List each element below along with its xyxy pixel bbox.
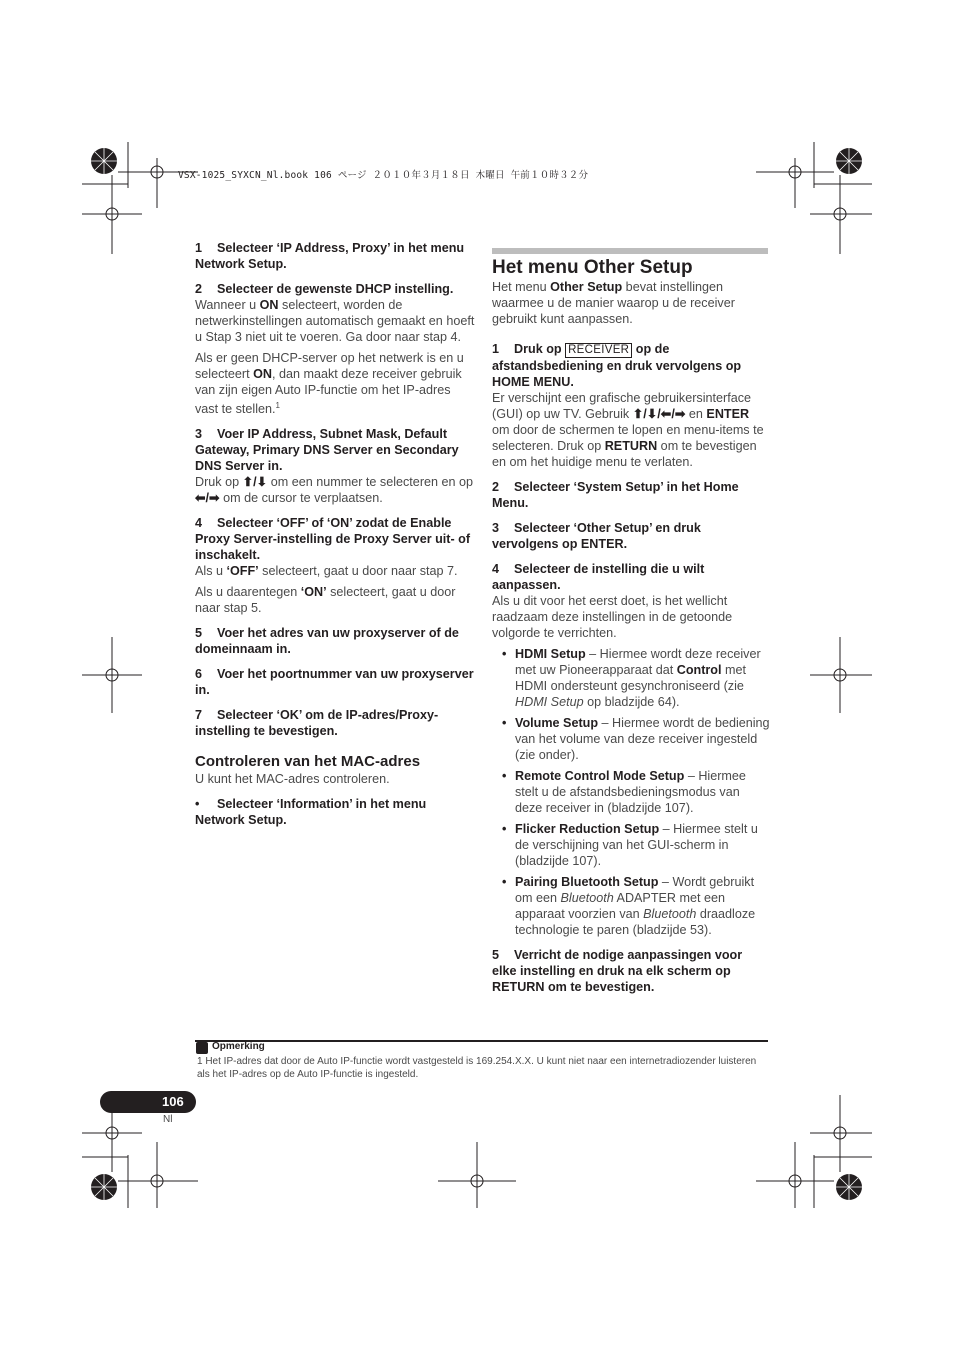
step-3: 3 Voer IP Address, Subnet Mask, Default Gateway, Primary DNS Server en Secondary DNS Server in. <box>195 427 459 474</box>
left-column <box>195 240 475 828</box>
mac-body: U kunt het MAC-adres controleren. <box>195 772 390 787</box>
r-step-5: 5 Verricht de nodige aanpassingen voor elke instelling en druk na elk scherm op RETURN om te bevestigen. <box>492 948 743 994</box>
step-4: 4 Selecteer ‘OFF’ of ‘ON’ zodat de Enable Proxy Server-instelling de Proxy Server uit- of inschakelt. <box>195 516 471 563</box>
r-step-1: 1 Druk op RECEIVER op de afstandsbediening en druk vervolgens op HOME MENU. <box>492 342 742 389</box>
step-7: 7 Selecteer ‘OK’ om de IP-adres/Proxy-instelling te bevestigen. <box>195 708 439 739</box>
r-step-1-body: Er verschijnt een grafische gebruikersinterface (GUI) op uw TV. Gebruik ⬆/⬇/⬅/➡ en ENTER om door de schermen te lopen en menu-items te selecteren. Druk op RETURN om te bevestigen en om het huidige menu te verlaten. <box>492 391 764 469</box>
intro-text: Het menu Other Setup bevat instellingen waarmee u de manier waarop u de receiver gebruikt kunt aanpassen. <box>492 280 735 326</box>
bullet-hdmi-setup: • HDMI Setup – Hiermee wordt deze receiver met uw Pioneerapparaat dat Control met HDMI ondersteunt gesynchroniseerd (zie HDMI Setup op bladzijde 64). <box>492 646 770 710</box>
language-code: Nl <box>163 1114 173 1125</box>
mac-step: • Selecteer ‘Information’ in het menu Network Setup. <box>195 797 427 828</box>
step-5: 5 Voer het adres van uw proxyserver of de domeinnaam in. <box>195 626 459 657</box>
footnote-ref: 1 <box>275 401 280 410</box>
step-6: 6 Voer het poortnummer van uw proxyserver in. <box>195 667 474 698</box>
note-rule <box>195 1040 768 1042</box>
section-title: Het menu Other Setup <box>492 257 693 278</box>
note-label: Opmerking <box>212 1041 265 1052</box>
r-step-2: 2 Selecteer ‘System Setup’ in het Home Menu. <box>492 480 739 510</box>
right-column <box>492 257 770 995</box>
bullet-volume-setup: • Volume Setup – Hiermee wordt de bediening van het volume van deze receiver ingesteld (zie onder). <box>492 715 770 763</box>
step-2: 2 Selecteer de gewenste DHCP instelling. <box>195 282 454 296</box>
note-text: 1 Het IP-adres dat door de Auto IP-functie wordt vastgesteld is 169.254.X.X. U kunt niet naar een internetradiozender luisteren als het IP-adres op de Auto IP-functie is ingesteld. <box>197 1056 757 1080</box>
bullet-pairing-bluetooth-setup: • Pairing Bluetooth Setup – Wordt gebruikt om een Bluetooth ADAPTER met een apparaat voorzien van Bluetooth draadloze technologie te paren (bladzijde 53). <box>492 874 770 938</box>
note-icon <box>196 1042 208 1054</box>
step-4-body-1: Als u ‘OFF’ selecteert, gaat u door naar stap 7. <box>195 564 458 579</box>
step-2-body-1: Wanneer u ON selecteert, worden de netwerkinstellingen automatisch gemaakt en hoeft u Stap 3 niet uit te voeren. Ga door naar stap 4. <box>195 298 475 344</box>
step-4-body-2: Als u daarentegen ‘ON’ selecteert, gaat u door naar stap 5. <box>195 585 456 616</box>
r-step-3: 3 Selecteer ‘Other Setup’ en druk vervolgens op ENTER. <box>492 521 701 551</box>
left-right-arrows-icon: ⬅/➡ <box>195 491 220 506</box>
step-3-body: Druk op ⬆/⬇ om een nummer te selecteren en op ⬅/➡ om de cursor te verplaatsen. <box>195 475 474 506</box>
page-number: 106 <box>162 1094 184 1109</box>
bullet-flicker-reduction-setup: • Flicker Reduction Setup – Hiermee stelt u de verschijning van het GUI-scherm in (bladzijde 107). <box>492 821 770 869</box>
mac-heading: Controleren van het MAC-adres <box>195 753 421 771</box>
receiver-key: RECEIVER <box>565 343 632 358</box>
up-down-arrows-icon: ⬆/⬇ <box>242 475 268 490</box>
step-2-body-2: Als er geen DHCP-server op het netwerk is en u selecteert ON, dan maakt deze receiver gebruik van zijn eigen Auto IP-functie om het IP-adres vast te stellen.$^1$ <box>195 351 464 417</box>
r-step-4-body: Als u dit voor het eerst doet, is het wellicht raadzaam deze instellingen in de getoonde volgorde te verrichten. <box>492 594 733 640</box>
section-rule <box>492 248 768 254</box>
r-step-4: 4 Selecteer de instelling die u wilt aanpassen. <box>492 562 705 592</box>
step-1: 1 Selecteer ‘IP Address, Proxy’ in het menu Network Setup. <box>195 241 465 271</box>
print-header: VSX-1025_SYXCN_Nl.book 106 ページ ２０１０年３月１８日 木曜日 午前１０時３２分 <box>178 170 589 181</box>
arrow-keys-icon: ⬆/⬇/⬅/➡ <box>632 407 686 421</box>
bullet-remote-control-mode-setup: • Remote Control Mode Setup – Hiermee stelt u de afstandsbedieningsmodus van deze receiver in (bladzijde 107). <box>492 768 770 816</box>
